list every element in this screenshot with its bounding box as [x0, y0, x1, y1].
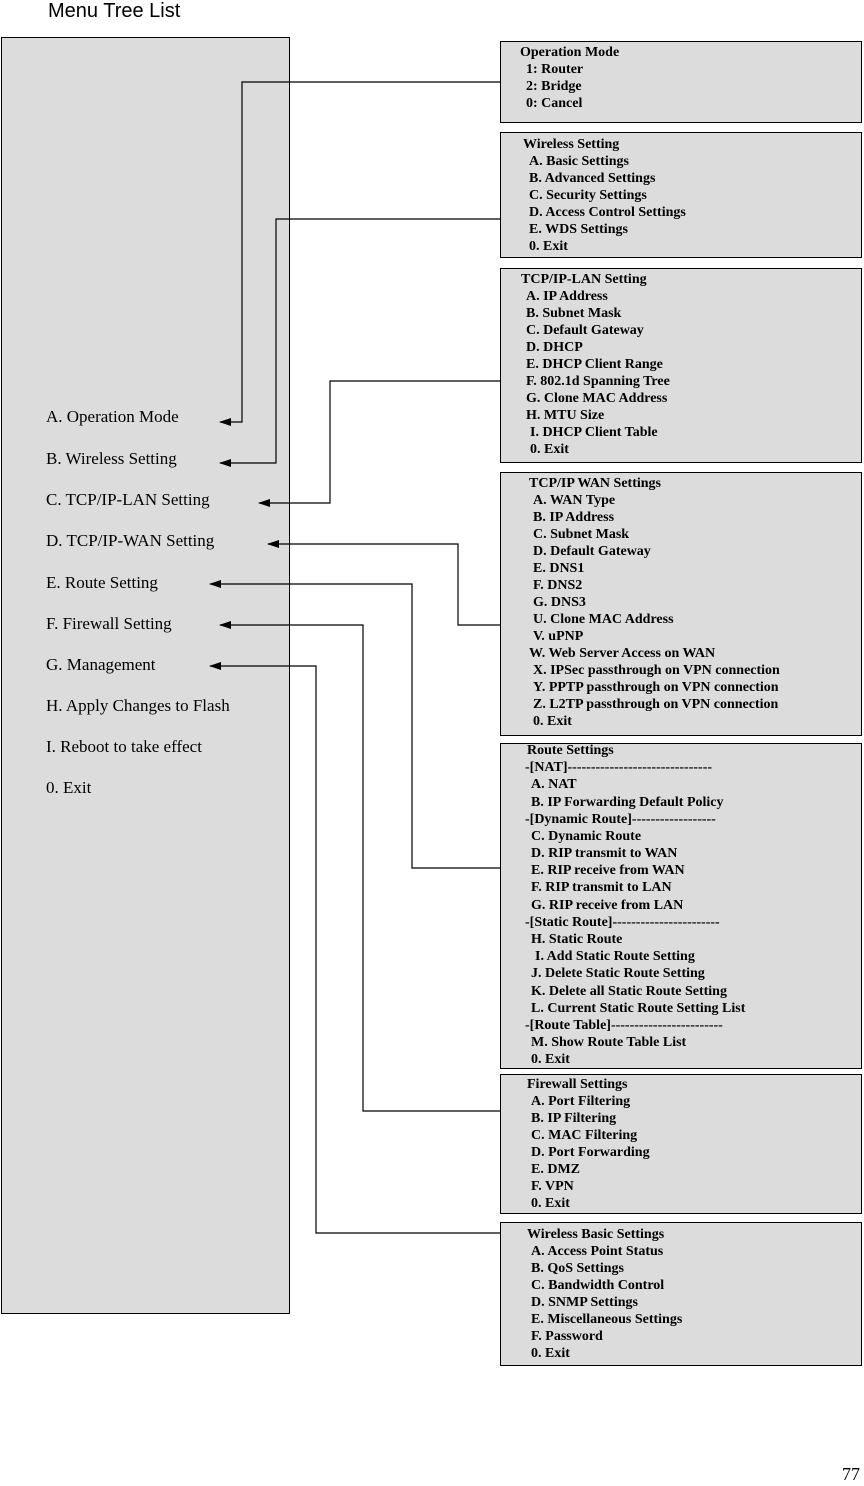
submenu-item: L. Current Static Route Setting List	[531, 1001, 746, 1016]
connector-wireless-setting	[220, 219, 500, 463]
submenu-item: C. Default Gateway	[526, 323, 644, 338]
connector-tcpip-lan	[259, 381, 500, 503]
submenu-item: E. DMZ	[531, 1162, 580, 1177]
submenu-item: C. Security Settings	[529, 188, 647, 203]
submenu-item: A. Port Filtering	[531, 1094, 631, 1109]
submenu-item: M. Show Route Table List	[531, 1035, 687, 1050]
submenu-item: 0. Exit	[530, 442, 569, 457]
submenu-item: B. IP Filtering	[531, 1111, 617, 1126]
submenu-item: V. uPNP	[533, 629, 584, 644]
main-menu-item-reboot: I. Reboot to take effect	[46, 737, 202, 756]
submenu-item: D. Port Forwarding	[531, 1145, 650, 1160]
submenu-item: 0: Cancel	[526, 96, 583, 111]
submenu-item: F. 802.1d Spanning Tree	[526, 374, 670, 389]
submenu-item: A. Basic Settings	[529, 154, 629, 169]
submenu-item: 0. Exit	[531, 1052, 570, 1067]
submenu-title: Operation Mode	[520, 45, 620, 60]
connector-route-setting	[210, 584, 500, 868]
submenu-item: F. Password	[531, 1329, 603, 1344]
submenu-section: -[NAT]-------------------------------	[525, 760, 713, 775]
submenu-item: G. Clone MAC Address	[526, 391, 668, 406]
submenu-item: 0. Exit	[529, 239, 568, 254]
submenu-item: H. MTU Size	[526, 408, 605, 423]
submenu-title: Route Settings	[527, 743, 614, 758]
submenu-item: 1: Router	[526, 62, 584, 77]
submenu-title: TCP/IP WAN Settings	[529, 476, 661, 491]
submenu-item: K. Delete all Static Route Setting	[531, 984, 727, 999]
submenu-title: TCP/IP-LAN Setting	[521, 272, 647, 287]
submenu-item: C. Bandwidth Control	[531, 1278, 665, 1293]
submenu-item: C. MAC Filtering	[531, 1128, 638, 1143]
main-menu-item-apply-changes: H. Apply Changes to Flash	[46, 696, 230, 715]
submenu-item: B. IP Address	[533, 510, 615, 525]
submenu-item: I. Add Static Route Setting	[535, 949, 695, 964]
submenu-item: E. WDS Settings	[529, 222, 628, 237]
submenu-item: D. SNMP Settings	[531, 1295, 638, 1310]
submenu-item: G. DNS3	[533, 595, 586, 610]
main-menu-item-tcpip-wan-setting: D. TCP/IP-WAN Setting	[46, 531, 215, 550]
submenu-item: D. DHCP	[526, 340, 583, 355]
submenu-item: F. VPN	[531, 1179, 574, 1194]
submenu-section: -[Dynamic Route]------------------	[525, 812, 716, 827]
submenu-section: -[Route Table]------------------------	[525, 1018, 723, 1033]
submenu-title: Wireless Setting	[523, 137, 620, 152]
submenu-item: B. Advanced Settings	[529, 171, 656, 186]
submenu-item: D. RIP transmit to WAN	[531, 846, 678, 861]
submenu-item: B. QoS Settings	[531, 1261, 624, 1276]
submenu-item: E. DNS1	[533, 561, 585, 576]
submenu-item: C. Dynamic Route	[531, 829, 642, 844]
submenu-item: J. Delete Static Route Setting	[531, 966, 705, 981]
connector-operation-mode	[220, 82, 500, 422]
main-menu-item-exit: 0. Exit	[46, 778, 92, 797]
submenu-section: -[Static Route]-----------------------	[525, 915, 720, 930]
submenu-item: 0. Exit	[533, 714, 572, 729]
submenu-item: B. IP Forwarding Default Policy	[531, 795, 724, 810]
main-menu-item-management: G. Management	[46, 655, 156, 674]
main-menu-item-route-setting: E. Route Setting	[46, 573, 158, 592]
page-number: 77	[842, 1464, 860, 1484]
submenu-item: A. IP Address	[526, 289, 608, 304]
submenu-item: C. Subnet Mask	[533, 527, 630, 542]
submenu-item: I. DHCP Client Table	[530, 425, 658, 440]
submenu-item: 0. Exit	[531, 1196, 570, 1211]
submenu-title: Wireless Basic Settings	[527, 1227, 665, 1242]
connector-management	[210, 666, 500, 1233]
submenu-item: E. DHCP Client Range	[526, 357, 663, 372]
submenu-item: X. IPSec passthrough on VPN connection	[533, 663, 780, 678]
submenu-item: 2: Bridge	[526, 79, 582, 94]
submenu-item: D. Default Gateway	[533, 544, 651, 559]
submenu-item: A. WAN Type	[533, 493, 616, 508]
submenu-item: F. RIP transmit to LAN	[531, 880, 672, 895]
page-title: Menu Tree List	[48, 0, 181, 22]
submenu-item: E. Miscellaneous Settings	[531, 1312, 683, 1327]
main-menu-item-tcpip-lan-setting: C. TCP/IP-LAN Setting	[46, 490, 210, 509]
submenu-item: H. Static Route	[531, 932, 623, 947]
submenu-item: F. DNS2	[533, 578, 583, 593]
submenu-item: E. RIP receive from WAN	[531, 863, 685, 878]
main-menu-item-operation-mode: A. Operation Mode	[46, 407, 179, 426]
main-menu-item-firewall-setting: F. Firewall Setting	[46, 614, 172, 633]
submenu-item: D. Access Control Settings	[529, 205, 686, 220]
submenu-item: Y. PPTP passthrough on VPN connection	[533, 680, 779, 695]
submenu-item: A. Access Point Status	[531, 1244, 664, 1259]
submenu-item: G. RIP receive from LAN	[531, 898, 684, 913]
submenu-item: Z. L2TP passthrough on VPN connection	[533, 697, 779, 712]
submenu-item: A. NAT	[531, 777, 577, 792]
submenu-item: 0. Exit	[531, 1346, 570, 1361]
submenu-item: W. Web Server Access on WAN	[529, 646, 716, 661]
submenu-item: U. Clone MAC Address	[533, 612, 674, 627]
main-menu-item-wireless-setting: B. Wireless Setting	[46, 449, 177, 468]
submenu-title: Firewall Settings	[527, 1077, 628, 1092]
submenu-item: B. Subnet Mask	[526, 306, 622, 321]
